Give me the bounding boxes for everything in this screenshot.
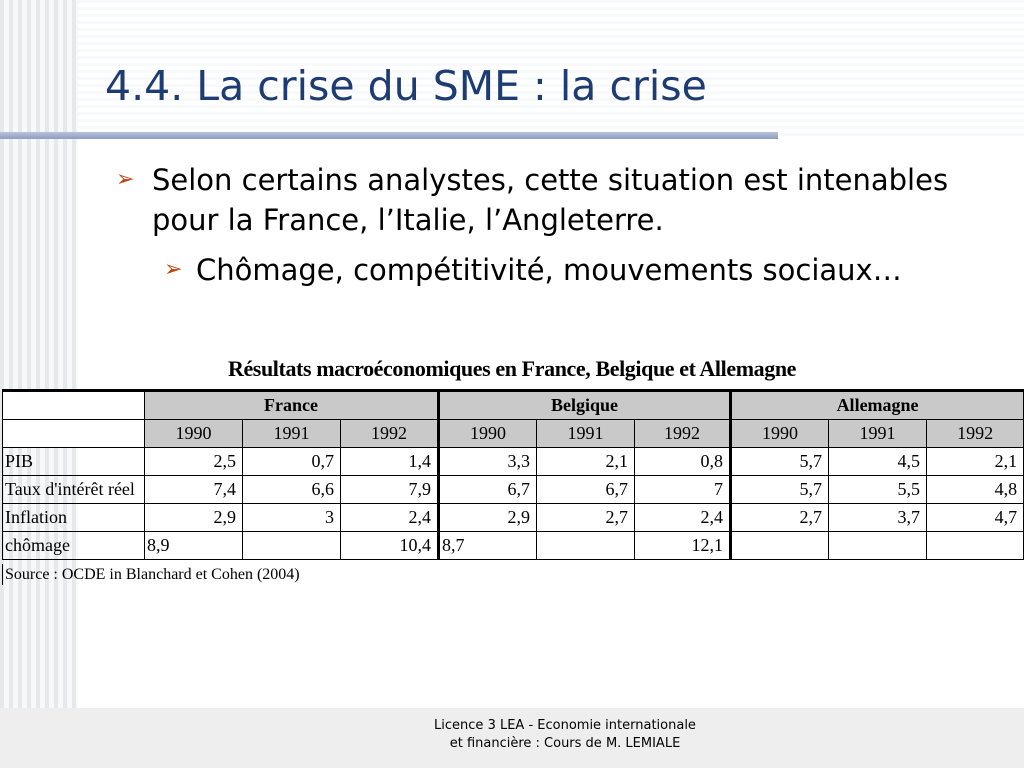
table-cell: 0,8 (635, 448, 731, 476)
year-cell: 1991 (243, 420, 341, 448)
country-header-belgique: Belgique (439, 391, 731, 420)
table-cell (927, 532, 1024, 560)
year-cell: 1992 (635, 420, 731, 448)
year-cell: 1992 (927, 420, 1024, 448)
country-header-row (3, 391, 1024, 420)
table-cell: 3,3 (439, 448, 537, 476)
table-cell: 2,7 (731, 504, 829, 532)
row-label: Taux d'intérêt réel (3, 476, 145, 504)
footer-line: Licence 3 LEA - Economie internationale (434, 718, 696, 733)
country-header-allemagne: Allemagne (731, 391, 1024, 420)
macro-results-table (2, 389, 1024, 560)
table-cell (731, 532, 829, 560)
table-row (3, 448, 1024, 476)
row-label: chômage (3, 532, 145, 560)
year-cell: 1990 (731, 420, 829, 448)
left-stripes (0, 0, 78, 710)
table-cell: 2,4 (635, 504, 731, 532)
table-cell (829, 532, 927, 560)
table-cell: 2,5 (145, 448, 243, 476)
bullet-text: Selon certains analystes, cette situation est intenables pour la France, l’Italie, l’Angleterre. (152, 163, 949, 237)
table-cell: 4,7 (927, 504, 1024, 532)
footer-line: et financière : Cours de M. LEMIALE (449, 736, 681, 751)
table-row (3, 504, 1024, 532)
table-caption: Résultats macroéconomiques en France, Belgique et Allemagne (227, 356, 797, 381)
arrow-bullet-icon: ➢ (164, 257, 183, 282)
corner-cell (3, 391, 145, 420)
table-cell: 3 (243, 504, 341, 532)
table-row (3, 476, 1024, 504)
table-cell: 7 (635, 476, 731, 504)
table-cell: 7,9 (341, 476, 439, 504)
table-cell: 2,4 (341, 504, 439, 532)
table-source: Source : OCDE in Blanchard et Cohen (2004) (2, 564, 295, 585)
bullet-level-1 (116, 160, 996, 240)
bullet-level-2 (164, 250, 924, 290)
row-label: PIB (3, 448, 145, 476)
table-cell: 12,1 (635, 532, 731, 560)
table-cell: 6,6 (243, 476, 341, 504)
table-cell: 2,1 (537, 448, 635, 476)
table-cell: 1,4 (341, 448, 439, 476)
table-cell: 8,9 (145, 532, 243, 560)
year-cell: 1990 (145, 420, 243, 448)
slide-title: 4.4. La crise du SME : la crise (105, 62, 707, 110)
table-cell (243, 532, 341, 560)
table-cell: 4,5 (829, 448, 927, 476)
table-cell: 7,4 (145, 476, 243, 504)
row-label: Inflation (3, 504, 145, 532)
table-cell: 6,7 (439, 476, 537, 504)
year-cell: 1991 (829, 420, 927, 448)
table-cell: 3,7 (829, 504, 927, 532)
table-cell: 8,7 (439, 532, 537, 560)
bullet-text: Chômage, compétitivité, mouvements sociaux… (196, 253, 902, 287)
table-cell: 5,5 (829, 476, 927, 504)
table-cell: 4,8 (927, 476, 1024, 504)
year-cell: 1990 (439, 420, 537, 448)
title-underline (0, 132, 778, 139)
year-cell: 1992 (341, 420, 439, 448)
table-cell: 2,1 (927, 448, 1024, 476)
country-header-france: France (145, 391, 439, 420)
table-cell: 0,7 (243, 448, 341, 476)
table-cell (537, 532, 635, 560)
year-cell: 1991 (537, 420, 635, 448)
table-cell: 2,7 (537, 504, 635, 532)
table-cell: 5,7 (731, 448, 829, 476)
year-header-row (3, 420, 1024, 448)
table-cell: 10,4 (341, 532, 439, 560)
corner-cell (3, 420, 145, 448)
arrow-bullet-icon: ➢ (116, 167, 135, 192)
table-cell: 5,7 (731, 476, 829, 504)
table-cell: 2,9 (145, 504, 243, 532)
table-cell: 2,9 (439, 504, 537, 532)
table-row (3, 532, 1024, 560)
footer-text (380, 717, 750, 753)
table-cell: 6,7 (537, 476, 635, 504)
